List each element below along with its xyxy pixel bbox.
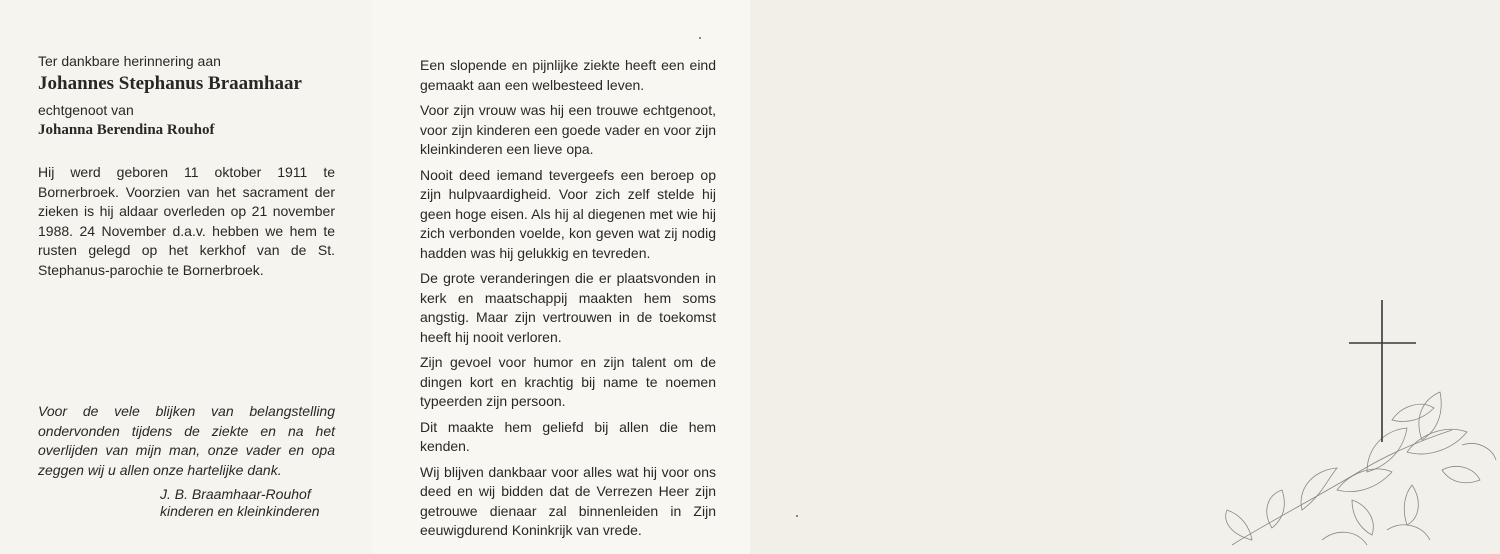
poem-paragraph: Wij blijven dankbaar voor alles wat hij voor ons deed en wij bidden dat de Verrezen Heer zijn getrouwe dienaar zal binnenleiden in Zijn eeuwigdurend Koninkrijk van vrede. <box>420 463 716 538</box>
poem-paragraph: Zijn gevoel voor humor en zijn talent om de dingen kort en krachtig bij name te noemen typeerden zijn persoon. <box>420 354 716 409</box>
deceased-name: Johannes Stephanus Braamhaar <box>38 73 302 94</box>
spouse-label: echtgenoot van <box>38 102 134 118</box>
poem-paragraph: Een slopende en pijnlijke ziekte heeft een eind gemaakt aan een welbesteed leven. <box>420 57 716 93</box>
inner-blank-panel <box>750 0 1122 554</box>
left-panel <box>0 0 372 554</box>
leaf-branch-icon <box>1226 392 1496 545</box>
poem-paragraph: Nooit deed iemand tevergeefs een beroep op zijn hulpvaardigheid. Voor zich zelf stelde hij geen hoge eisen. Als hij al diegenen met wie hij zich verbonden voelde, kon geven wat zij nodig hadden was hij gelukkig en tevreden. <box>420 166 716 261</box>
cover-artwork <box>1122 0 1500 554</box>
cross-icon <box>1349 300 1416 442</box>
signature-family: kinderen en kleinkinderen <box>160 503 320 519</box>
spouse-name: Johanna Berendina Rouhof <box>38 122 215 138</box>
memorial-poem <box>420 56 716 547</box>
poem-paragraph: Voor zijn vrouw was hij een trouwe echtgenoot, voor zijn kinderen een goede vader en voor zijn kleinkinderen een lieve opa. <box>420 102 716 157</box>
intro-text: Ter dankbare herinnering aan <box>38 53 221 69</box>
ink-speck <box>796 515 798 517</box>
poem-paragraph: Dit maakte hem geliefd bij allen die hem kenden. <box>420 418 716 454</box>
biography-text: Hij werd geboren 11 oktober 1911 te Bornerbroek. Voorzien van het sacrament der zieken is hij aldaar overleden op 21 november 1988. 24 November d.a.v. hebben we hem te rusten gelegd op het kerkhof van de St. Stephanus-parochie te Bornerbroek. <box>38 164 335 278</box>
signature-name: J. B. Braamhaar-Rouhof <box>160 486 311 502</box>
cover-panel <box>1122 0 1500 554</box>
poem-paragraph: De grote veranderingen die er plaatsvonden in kerk en maatschappij maakten hem soms angstig. Maar zijn vertrouwen in de toekomst heeft hij nooit verloren. <box>420 270 716 345</box>
ink-speck <box>699 37 701 39</box>
thanks-text: Voor de vele blijken van belangstelling ondervonden tijdens de ziekte en na het overlijden van mijn man, onze vader en opa zeggen wij u allen onze hartelijke dank. <box>38 403 335 478</box>
